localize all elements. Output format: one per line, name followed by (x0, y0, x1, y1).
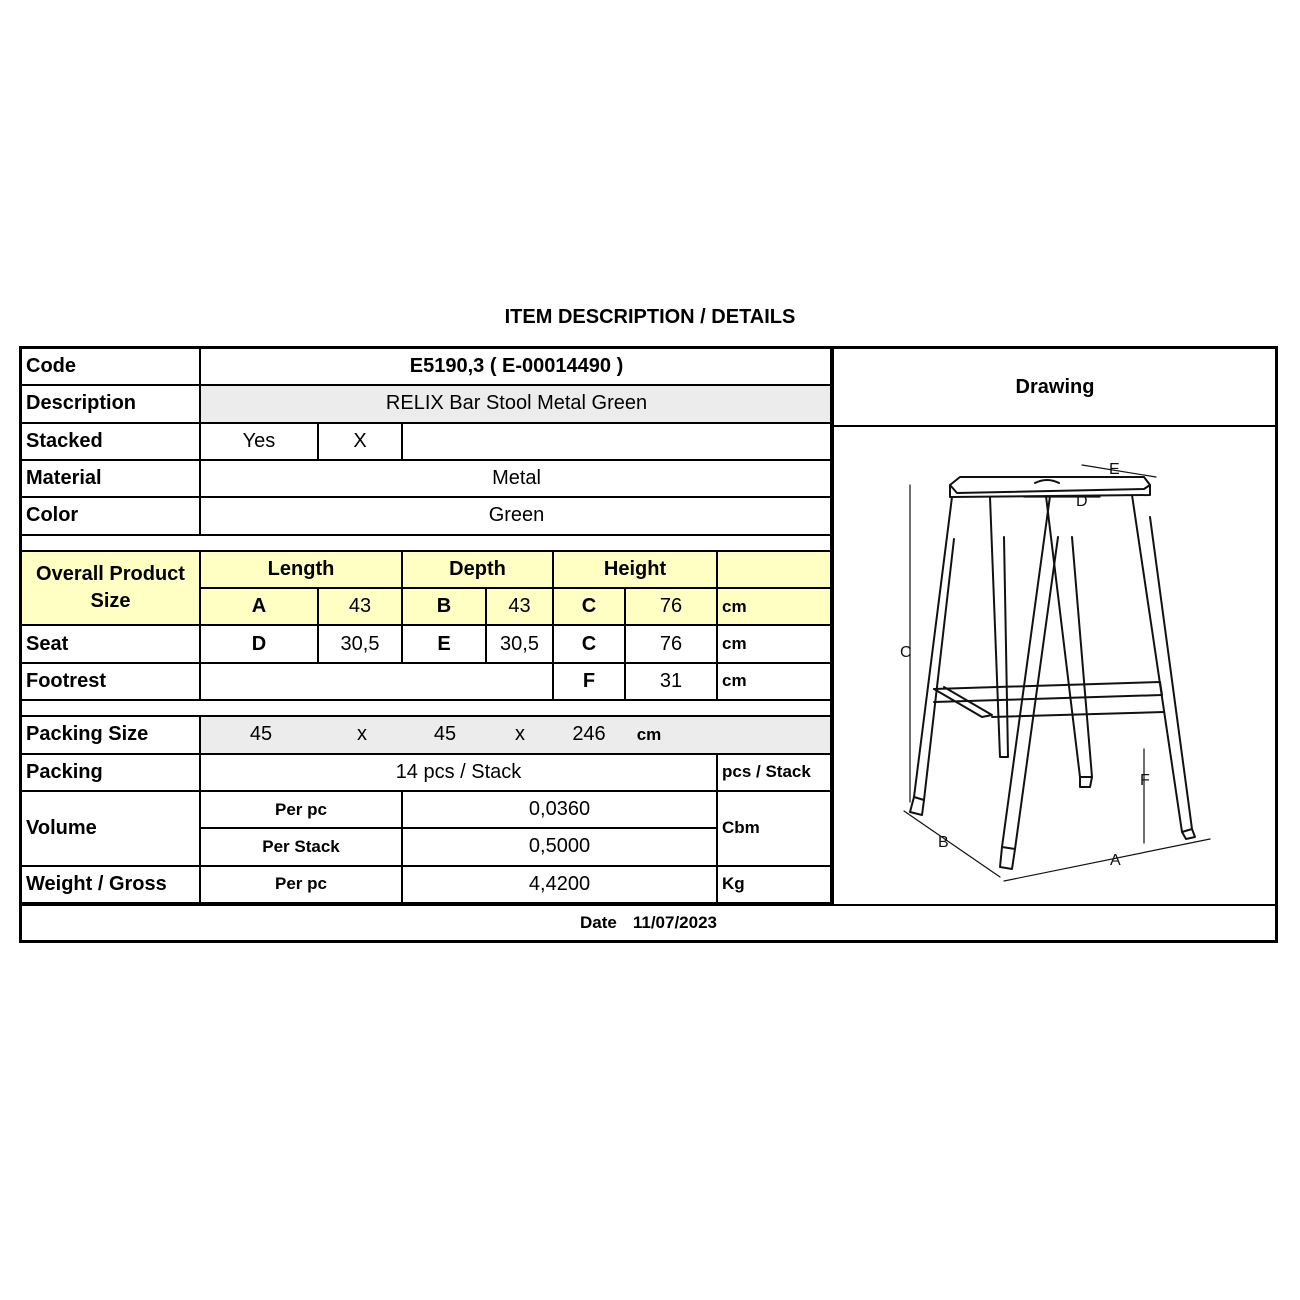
seat-c-letter: C (553, 625, 625, 662)
dim-label-d: D (1076, 493, 1088, 510)
row-footrest (22, 663, 833, 700)
overall-b-letter: B (402, 588, 486, 625)
dim-label-a: A (1110, 852, 1121, 869)
description-label: Description (22, 385, 200, 422)
row-description (22, 385, 833, 422)
footrest-f-letter: F (553, 663, 625, 700)
row-code (22, 349, 833, 385)
overall-a-value: 43 (318, 588, 402, 625)
stacked-value: Yes (200, 423, 318, 460)
details-table (22, 349, 834, 904)
overall-c-value: 76 (625, 588, 717, 625)
packing-size-x2: x (515, 723, 525, 746)
material-label: Material (22, 460, 200, 497)
seat-d-letter: D (200, 625, 318, 662)
row-weight (22, 866, 833, 903)
volume-per-pc-label: Per pc (200, 791, 402, 828)
seat-handle (1035, 480, 1059, 483)
footrest-rail-right (992, 712, 1164, 717)
page-title: ITEM DESCRIPTION / DETAILS (504, 306, 796, 328)
row-material (22, 460, 833, 497)
row-volume-pc (22, 791, 833, 828)
seat-unit: cm (717, 625, 833, 662)
overall-c-letter: C (553, 588, 625, 625)
packing-size-label: Packing Size (22, 716, 200, 753)
stacked-mark: X (318, 423, 402, 460)
overall-b-value: 43 (486, 588, 553, 625)
footrest-f-value: 31 (625, 663, 717, 700)
date-bar (22, 904, 1275, 940)
volume-label: Volume (22, 791, 200, 866)
seat-c-value: 76 (625, 625, 717, 662)
seat-label: Seat (22, 625, 200, 662)
packing-label: Packing (22, 754, 200, 791)
packing-unit: pcs / Stack (717, 754, 833, 791)
dim-label-e: E (1109, 461, 1120, 478)
height-header: Height (553, 551, 717, 588)
leg-back-left (990, 497, 1008, 757)
overall-label: Overall Product Size (22, 551, 200, 626)
color-value: Green (200, 497, 833, 534)
length-header: Length (200, 551, 402, 588)
stool-drawing (832, 427, 1278, 904)
item-details-sheet (19, 346, 1278, 943)
volume-unit: Cbm (717, 791, 833, 866)
date-label: Date (579, 913, 617, 932)
overall-header-empty (717, 551, 833, 588)
row-seat (22, 625, 833, 662)
dim-label-f: F (1140, 772, 1150, 789)
code-value: E5190,3 ( E-00014490 ) (200, 349, 833, 385)
seat-e-value: 30,5 (486, 625, 553, 662)
volume-per-stack-value: 0,5000 (402, 828, 717, 865)
volume-per-stack-label: Per Stack (200, 828, 402, 865)
overall-unit: cm (717, 588, 833, 625)
description-value: RELIX Bar Stool Metal Green (200, 385, 833, 422)
spacer-row (22, 700, 833, 716)
packing-size-values (200, 716, 833, 753)
leg-front-left (914, 497, 954, 800)
date-value: 11/07/2023 (632, 913, 717, 932)
dim-label-b: B (938, 834, 949, 851)
dim-line-b (904, 811, 1000, 877)
packing-size-unit: cm (636, 725, 662, 745)
dim-line-a (1004, 839, 1210, 881)
code-label: Code (22, 349, 200, 385)
weight-label: Weight / Gross (22, 866, 200, 903)
stacked-empty (402, 423, 833, 460)
row-packing (22, 754, 833, 791)
stacked-label: Stacked (22, 423, 200, 460)
seat-e-letter: E (402, 625, 486, 662)
row-packing-size (22, 716, 833, 753)
weight-per-pc-label: Per pc (200, 866, 402, 903)
volume-per-pc-value: 0,0360 (402, 791, 717, 828)
packing-value: 14 pcs / Stack (200, 754, 717, 791)
footrest-rail-front (934, 682, 1162, 702)
drawing-area (830, 427, 1278, 904)
row-stacked (22, 423, 833, 460)
foot-center (1080, 777, 1092, 787)
footrest-label: Footrest (22, 663, 200, 700)
foot-front-right (1000, 847, 1015, 869)
packing-size-length: 45 (249, 723, 273, 746)
footrest-empty (200, 663, 553, 700)
leg-center (1046, 496, 1092, 777)
packing-size-x1: x (357, 723, 367, 746)
seat-d-value: 30,5 (318, 625, 402, 662)
material-value: Metal (200, 460, 833, 497)
depth-header: Depth (402, 551, 553, 588)
leg-front-right (1002, 496, 1058, 849)
spacer-row (22, 535, 833, 551)
overall-a-letter: A (200, 588, 318, 625)
weight-value: 4,4200 (402, 866, 717, 903)
row-overall-headers (22, 551, 833, 588)
dim-label-c: C (900, 644, 912, 661)
weight-unit: Kg (717, 866, 833, 903)
packing-size-height: 246 (572, 723, 606, 746)
footrest-unit: cm (717, 663, 833, 700)
drawing-header: Drawing (830, 349, 1278, 427)
color-label: Color (22, 497, 200, 534)
row-color (22, 497, 833, 534)
packing-size-width: 45 (433, 723, 457, 746)
